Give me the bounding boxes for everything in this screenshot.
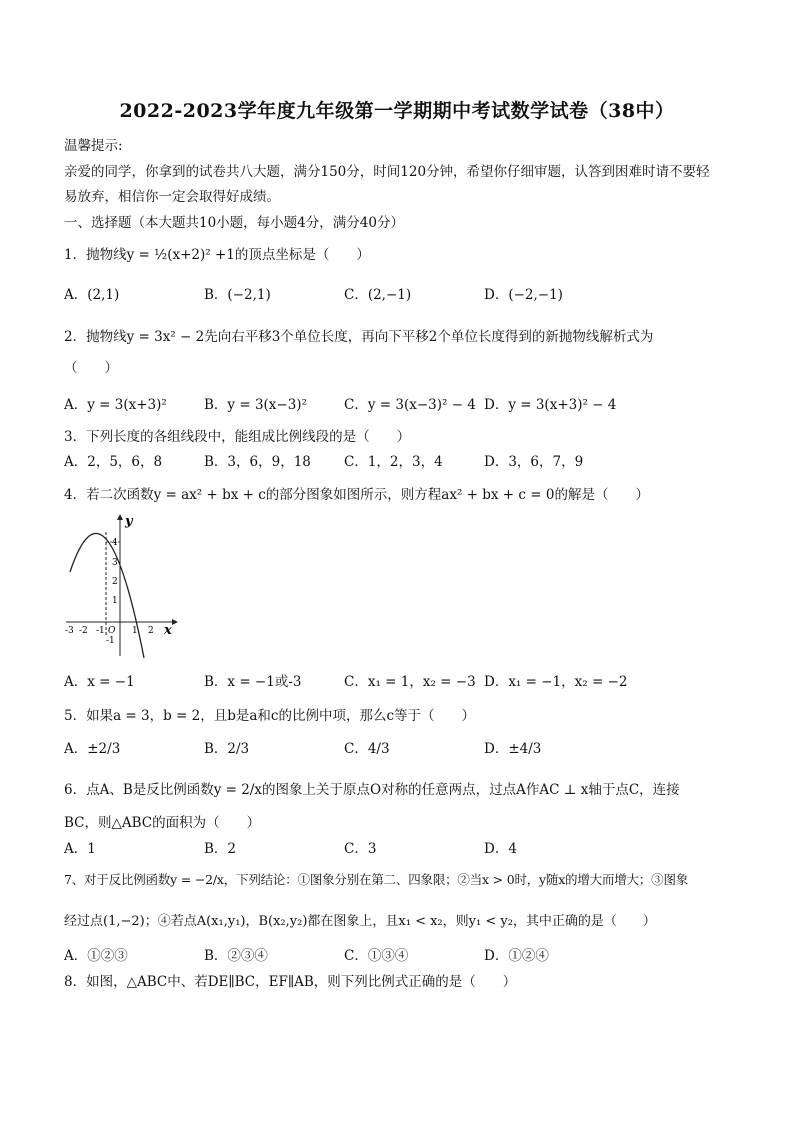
section-heading: 一、选择题（本大题共10小题，每小题4分，满分40分） — [64, 215, 404, 231]
question-7-stem: 7、对于反比例函数y = −2/x，下列结论：①图象分别在第二、四象限；②当x > 0时，y随x的增大而增大；③图象 — [64, 872, 689, 887]
parabola-graph — [62, 512, 182, 658]
question-5-option-d: D．±4/3 — [484, 741, 542, 757]
question-3-option-c: C．1，2，3，4 — [344, 454, 443, 470]
y-tick-3: 3 — [112, 558, 118, 568]
y-axis-arrow — [117, 514, 123, 520]
x-tick-1: 1 — [132, 626, 138, 636]
question-7-option-a: A．①②③ — [64, 948, 128, 964]
question-4-option-b: B．x = −1或-3 — [204, 674, 302, 690]
question-1-option-c: C．(2,−1) — [344, 287, 412, 303]
question-6-option-b: B．2 — [204, 841, 237, 857]
question-3-option-d: D．3，6，7，9 — [484, 454, 584, 470]
question-7-option-c: C．①③④ — [344, 948, 409, 964]
question-8-stem: 8．如图，△ABC中、若DE∥BC，EF∥AB，则下列比例式正确的是（ ） — [64, 974, 517, 990]
question-6-stem-cont: BC，则△ABC的面积为（ ） — [64, 815, 261, 831]
question-2-option-b: B．y = 3(x−3)² — [204, 397, 307, 413]
question-6-option-a: A．1 — [64, 841, 96, 857]
question-6-option-d: D．4 — [484, 841, 517, 857]
question-4-option-a: A．x = −1 — [64, 674, 135, 690]
x-tick--3: -3 — [65, 626, 74, 636]
question-3-stem: 3．下列长度的各组线段中，能组成比例线段的是（ ） — [64, 429, 411, 445]
question-2-option-c: C．y = 3(x−3)² − 4 — [344, 397, 476, 413]
question-5-option-c: C．4/3 — [344, 741, 390, 757]
question-7-option-b: B．②③④ — [204, 948, 268, 964]
question-1-option-b: B．(−2,1) — [204, 287, 271, 303]
intro-heading: 温馨提示: — [64, 138, 123, 154]
question-6-option-c: C．3 — [344, 841, 377, 857]
y-tick-4: 4 — [112, 538, 118, 548]
intro-text-2: 易放弃，相信你一定会取得好成绩。 — [64, 189, 280, 205]
question-4-stem: 4．若二次函数y = ax² + bx + c的部分图象如图所示，则方程ax² + bx + c = 0的解是（ ） — [64, 487, 649, 503]
question-5-option-a: A．±2/3 — [64, 741, 121, 757]
question-2-option-a: A．y = 3(x+3)² — [64, 397, 167, 413]
x-tick--1: -1 — [96, 626, 105, 636]
x-tick--2: -2 — [79, 626, 88, 636]
y-tick-2: 2 — [112, 577, 118, 587]
question-1-option-d: D．(−2,−1) — [484, 287, 563, 303]
question-6-stem: 6．点A、B是反比例函数y = 2/x的图象上关于原点O对称的任意两点，过点A作AC ⊥ x轴于点C，连接 — [64, 782, 680, 798]
origin-label: O — [108, 626, 116, 636]
page-title: 2022-2023学年度九年级第一学期期中考试数学试卷（38中） — [119, 100, 675, 122]
question-1-option-a: A．(2,1) — [64, 287, 120, 303]
question-1-stem: 1．抛物线y = ½(x+2)² +1的顶点坐标是（ ） — [64, 247, 370, 263]
question-4-option-d: D．x₁ = −1，x₂ = −2 — [484, 674, 628, 690]
question-3-option-a: A．2，5，6，8 — [64, 454, 163, 470]
question-7-stem-cont: 经过点(1,−2)；④若点A(x₁,y₁)，B(x₂,y₂)都在图象上，且x₁ < x₂，则y₁ < y₂，其中正确的是（ ） — [64, 914, 656, 929]
question-4-option-c: C．x₁ = 1，x₂ = −3 — [344, 674, 476, 690]
y-tick-1: 1 — [112, 596, 118, 606]
question-2-stem-cont: （ ） — [64, 360, 118, 376]
question-5-stem: 5．如果a = 3，b = 2，且b是a和c的比例中项，那么c等于（ ） — [64, 708, 476, 724]
x-axis-label: x — [164, 623, 172, 638]
question-5-option-b: B．2/3 — [204, 741, 250, 757]
intro-text-1: 亲爱的同学，你拿到的试卷共八大题，满分150分，时间120分钟，希望你仔细审题，认答到困难时请不要轻 — [64, 164, 710, 180]
x-axis-arrow — [172, 619, 178, 625]
question-3-option-b: B．3，6，9，18 — [204, 454, 311, 470]
question-2-stem: 2．抛物线y = 3x² − 2先向右平移3个单位长度，再向下平移2个单位长度得到的新抛物线解析式为 — [64, 329, 654, 345]
question-2-option-d: D．y = 3(x+3)² − 4 — [484, 397, 617, 413]
y-axis-label: y — [125, 514, 133, 529]
x-tick-2: 2 — [148, 626, 154, 636]
question-7-option-d: D．①②④ — [484, 948, 549, 964]
y-tick--1: -1 — [106, 636, 115, 646]
